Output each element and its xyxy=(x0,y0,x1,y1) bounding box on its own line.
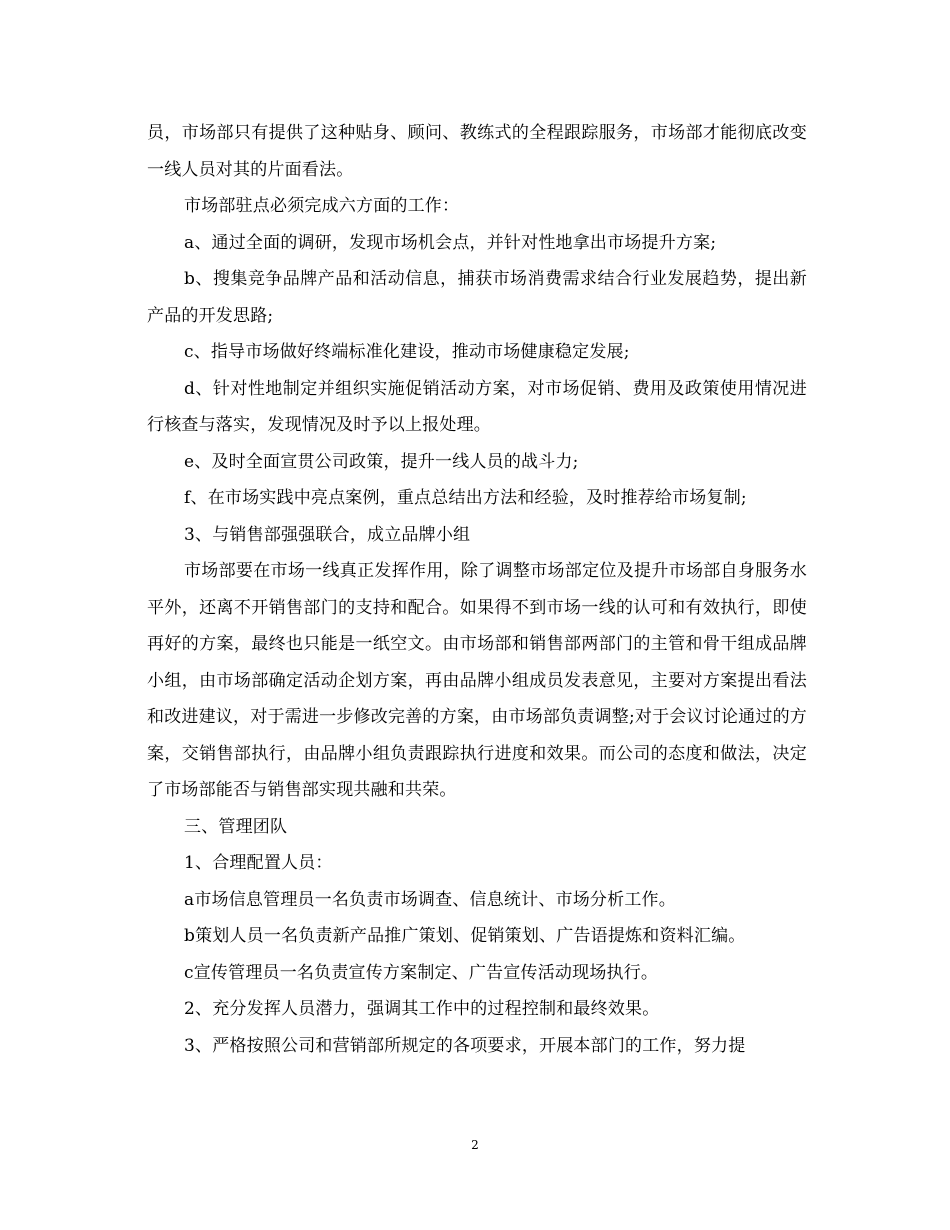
paragraph: 员，市场部只有提供了这种贴身、顾问、教练式的全程跟踪服务，市场部才能彻底改变一线人员对其的片面看法。 xyxy=(147,123,807,180)
section-heading: 1、合理配置人员： xyxy=(184,853,333,873)
list-item: b、搜集竞争品牌产品和活动信息，捕获市场消费需求结合行业发展趋势，提出新产品的开发思路; xyxy=(147,269,807,326)
paragraph: 市场部要在市场一线真正发挥作用，除了调整市场部定位及提升市场部自身服务水平外，还离不开销售部门的支持和配合。如果得不到市场一线的认可和有效执行，即使再好的方案，最终也只能是一纸空文。由市场部和销售部两部门的主管和骨干组成品牌小组，由市场部确定活动企划方案，再由品牌小组成员发表意见，主要对方案提出看法和改进建议，对于需进一步修改完善的方案，由市场部负责调整;对于会议讨论通过的方案，交销售部执行，由品牌小组负责跟踪执行进度和效果。而公司的态度和做法，决定了市场部能否与销售部实现共融和共荣。 xyxy=(147,561,807,800)
list-item: 3、严格按照公司和营销部所规定的各项要求，开展本部门的工作，努力提 xyxy=(184,1035,746,1056)
list-item: f、在市场实践中亮点案例，重点总结出方法和经验，及时推荐给市场复制; xyxy=(184,488,747,508)
page-number: 2 xyxy=(471,1138,479,1152)
list-item: d、针对性地制定并组织实施促销活动方案，对市场促销、费用及政策使用情况进行核查与落实，发现情况及时予以上报处理。 xyxy=(147,378,807,435)
list-item: c宣传管理员一名负责宣传方案制定、广告宣传活动现场执行。 xyxy=(184,962,659,983)
list-item: 2、充分发挥人员潜力，强调其工作中的过程控制和最终效果。 xyxy=(184,999,660,1019)
paragraph: 市场部驻点必须完成六方面的工作： xyxy=(184,196,460,216)
section-heading: 3、与销售部强强联合，成立品牌小组 xyxy=(184,524,471,545)
list-item: b策划人员一名负责新产品推广策划、促销策划、广告语提炼和资料汇编。 xyxy=(184,926,746,946)
list-item: a、通过全面的调研，发现市场机会点，并针对性地拿出市场提升方案; xyxy=(184,232,717,253)
section-heading: 三、管理团队 xyxy=(184,816,288,837)
list-item: a市场信息管理员一名负责市场调查、信息统计、市场分析工作。 xyxy=(184,889,676,910)
list-item: c、指导市场做好终端标准化建设，推动市场健康稳定发展; xyxy=(184,342,630,362)
document-body xyxy=(147,115,807,1064)
list-item: e、及时全面宣贯公司政策，提升一线人员的战斗力; xyxy=(184,451,579,472)
